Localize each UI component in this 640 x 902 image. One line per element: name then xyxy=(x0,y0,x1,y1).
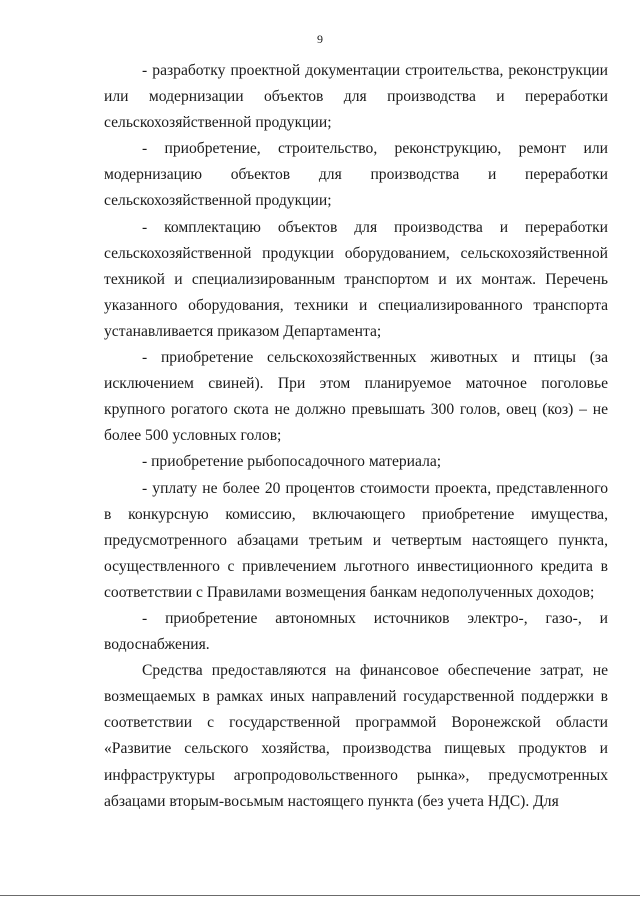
page-number: 9 xyxy=(317,32,323,46)
paragraph-livestock-acquisition: - приобретение сельскохозяйственных животных и птицы (за исключением свиней). При этом планируемое маточное поголовье крупного рогатого скота не должно превышать 300 голов, овец (коз) – не более 500 условных голов; xyxy=(104,349,608,445)
paragraph-project-cost-payment: - уплату не более 20 процентов стоимости проекта, представленного в конкурсную комиссию, включающего приобретение имущества, предусмотренного абзацами третьим и четвертым настоящего пункта, осуществленного с привлечением льготного инвестиционного кредита в соответствии с Правилами возмещения банкам недополученных доходов; xyxy=(104,479,608,601)
paragraph-project-documentation: - разработку проектной документации строительства, реконструкции или модернизации объектов для производства и переработки сельскохозяйственной продукции; xyxy=(104,62,608,132)
document-body xyxy=(104,58,608,815)
paragraph-fish-stock: - приобретение рыбопосадочного материала; xyxy=(142,453,442,471)
paragraph-acquisition-construction: - приобретение, строительство, реконструкцию, ремонт или модернизацию объектов для производства и переработки сельскохозяйственной продукции; xyxy=(104,140,608,210)
paragraph-equipment-completion: - комплектацию объектов для производства и переработки сельскохозяйственной продукции оборудованием, сельскохозяйственной техникой и специализированным транспортом и их монтаж. Перечень указанного оборудования, техники и специализированного транспорта устанавливается приказом Департамента; xyxy=(104,218,608,340)
paragraph-funding-provision: Средства предоставляются на финансовое обеспечение затрат, не возмещаемых в рамках иных направлений государственной поддержки в соответствии с государственной программой Воронежской области «Развитие сельского хозяйства, производства пищевых продуктов и инфраструктуры агропродовольственного рынка», предусмотренных абзацами вторым-восьмым настоящего пункта (без учета НДС). Для xyxy=(104,662,608,810)
bottom-edge-line xyxy=(0,895,640,896)
paragraph-autonomous-sources: - приобретение автономных источников электро-, газо-, и водоснабжения. xyxy=(104,609,608,654)
